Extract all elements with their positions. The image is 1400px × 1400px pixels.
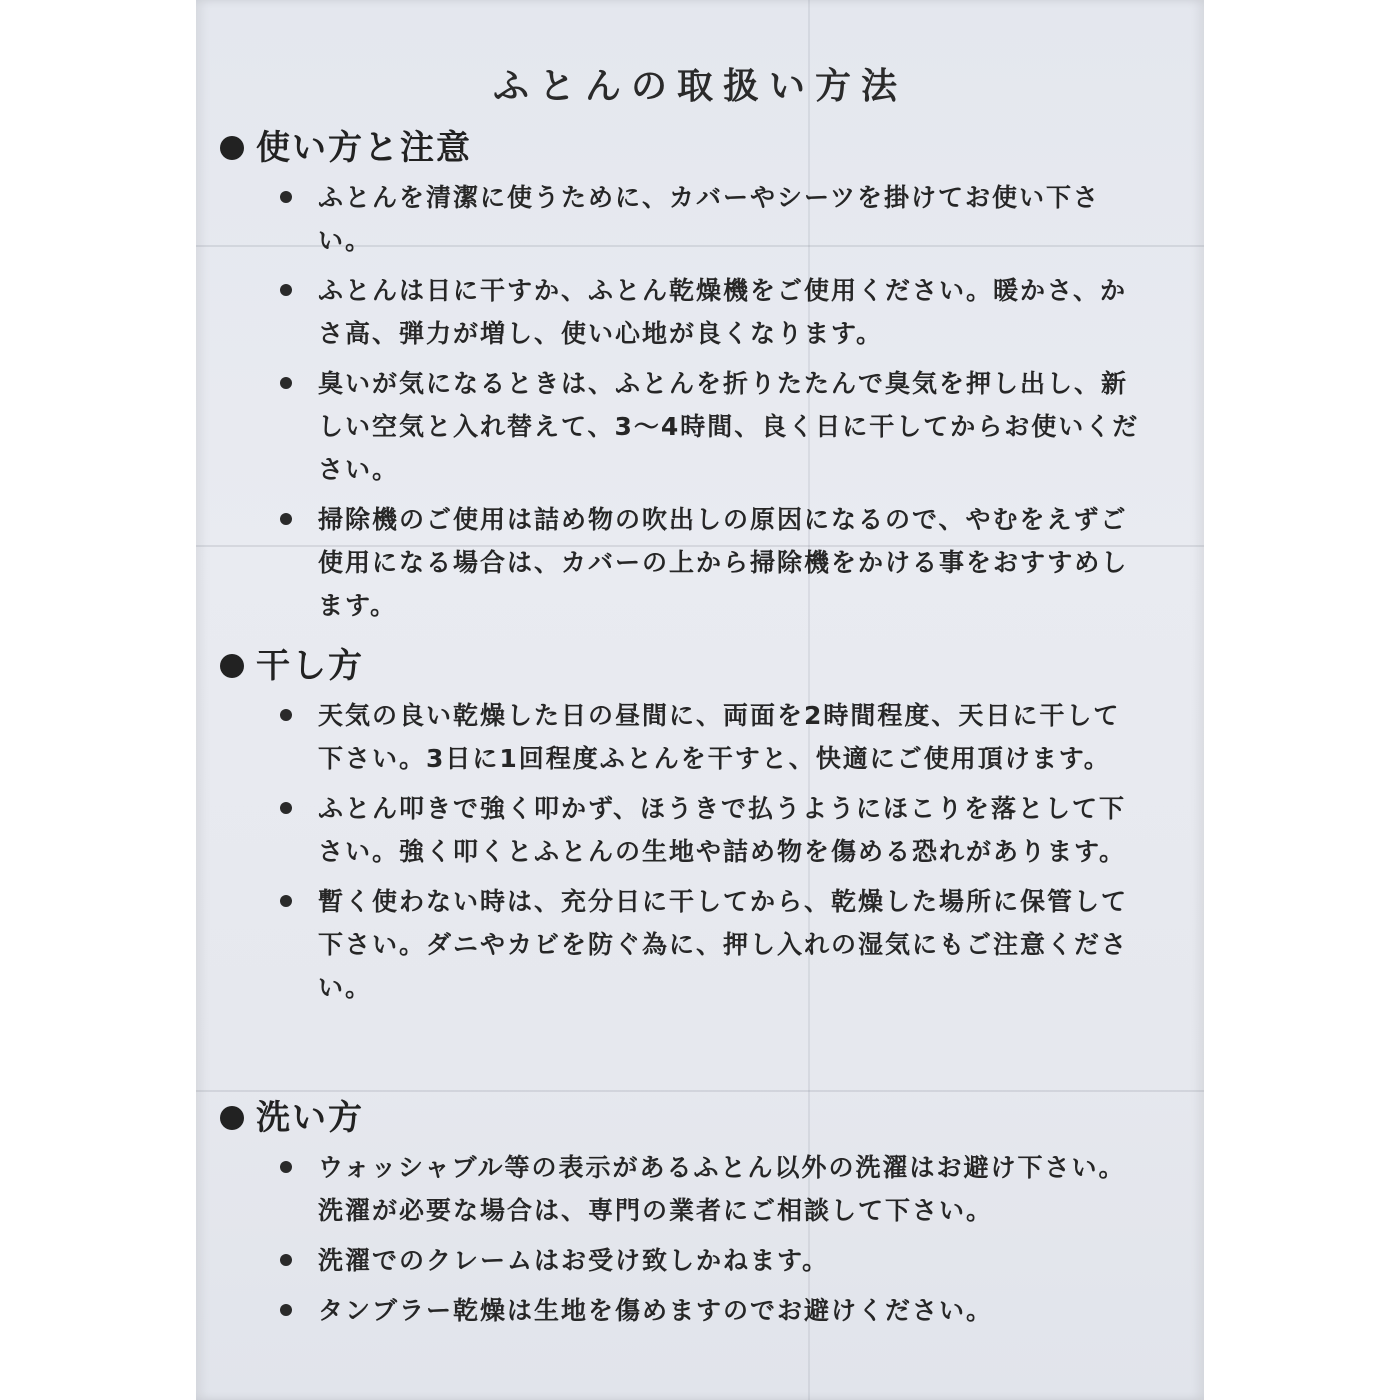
list-item-text: 掃除機のご使用は詰め物の吹出しの原因になるので、やむをえずご使用になる場合は、カバーの上から掃除機をかける事をおすすめします。 bbox=[318, 505, 1129, 620]
list-item bbox=[220, 694, 1180, 780]
list-item bbox=[220, 176, 1180, 262]
instruction-sheet bbox=[196, 0, 1204, 1400]
section-heading-text: 洗い方 bbox=[256, 1098, 364, 1138]
item-list bbox=[220, 1146, 1180, 1332]
list-item-text: ふとんを清潔に使うために、カバーやシーツを掛けてお使い下さい。 bbox=[318, 183, 1101, 255]
bullet-icon bbox=[220, 1106, 244, 1130]
list-item bbox=[220, 1289, 1180, 1332]
list-item-text: 洗濯でのクレームはお受け致しかねます。 bbox=[318, 1246, 830, 1275]
page-title: ふとんの取扱い方法 bbox=[492, 66, 907, 107]
fold-line bbox=[196, 1090, 1204, 1092]
section-heading bbox=[220, 646, 1180, 686]
list-item bbox=[220, 1146, 1180, 1232]
section-washing bbox=[220, 1098, 1180, 1339]
list-item-text: 暫く使わない時は、充分日に干してから、乾燥した場所に保管して下さい。ダニやカビを防ぐ為に、押し入れの湿気にもご注意ください。 bbox=[318, 887, 1129, 1002]
list-item bbox=[220, 498, 1180, 627]
list-item-text: ふとんは日に干すか、ふとん乾燥機をご使用ください。暖かさ、かさ高、弾力が増し、使い心地が良くなります。 bbox=[318, 276, 1128, 348]
bullet-icon bbox=[280, 377, 292, 389]
section-heading bbox=[220, 128, 1180, 168]
list-item bbox=[220, 362, 1180, 491]
bullet-icon bbox=[280, 1161, 292, 1173]
bullet-icon bbox=[280, 513, 292, 525]
bullet-icon bbox=[280, 284, 292, 296]
bullet-icon bbox=[280, 709, 292, 721]
bullet-icon bbox=[220, 654, 244, 678]
list-item bbox=[220, 880, 1180, 1009]
list-item bbox=[220, 787, 1180, 873]
section-heading-text: 干し方 bbox=[256, 646, 364, 686]
list-item-text: 天気の良い乾燥した日の昼間に、両面を2時間程度、天日に干して下さい。3日に1回程度ふとんを干すと、快適にご使用頂けます。 bbox=[318, 701, 1121, 773]
list-item bbox=[220, 269, 1180, 355]
bullet-icon bbox=[280, 1254, 292, 1266]
section-drying bbox=[220, 646, 1180, 1016]
list-item-text: ふとん叩きで強く叩かず、ほうきで払うようにほこりを落として下さい。強く叩くとふとんの生地や詰め物を傷める恐れがあります。 bbox=[318, 794, 1127, 866]
bullet-icon bbox=[280, 802, 292, 814]
bullet-icon bbox=[280, 895, 292, 907]
list-item-text: 臭いが気になるときは、ふとんを折りたたんで臭気を押し出し、新しい空気と入れ替えて、3〜4時間、良く日に干してからお使いください。 bbox=[318, 369, 1140, 484]
item-list bbox=[220, 694, 1180, 1009]
section-usage bbox=[220, 128, 1180, 634]
section-heading-text: 使い方と注意 bbox=[256, 128, 472, 168]
item-list bbox=[220, 176, 1180, 627]
list-item-text: タンブラー乾燥は生地を傷めますのでお避けください。 bbox=[318, 1296, 994, 1325]
list-item-text: ウォッシャブル等の表示があるふとん以外の洗濯はお避け下さい。洗濯が必要な場合は、専門の業者にご相談して下さい。 bbox=[318, 1153, 1126, 1225]
list-item bbox=[220, 1239, 1180, 1282]
section-heading bbox=[220, 1098, 1180, 1138]
bullet-icon bbox=[220, 136, 244, 160]
bullet-icon bbox=[280, 1304, 292, 1316]
bullet-icon bbox=[280, 191, 292, 203]
